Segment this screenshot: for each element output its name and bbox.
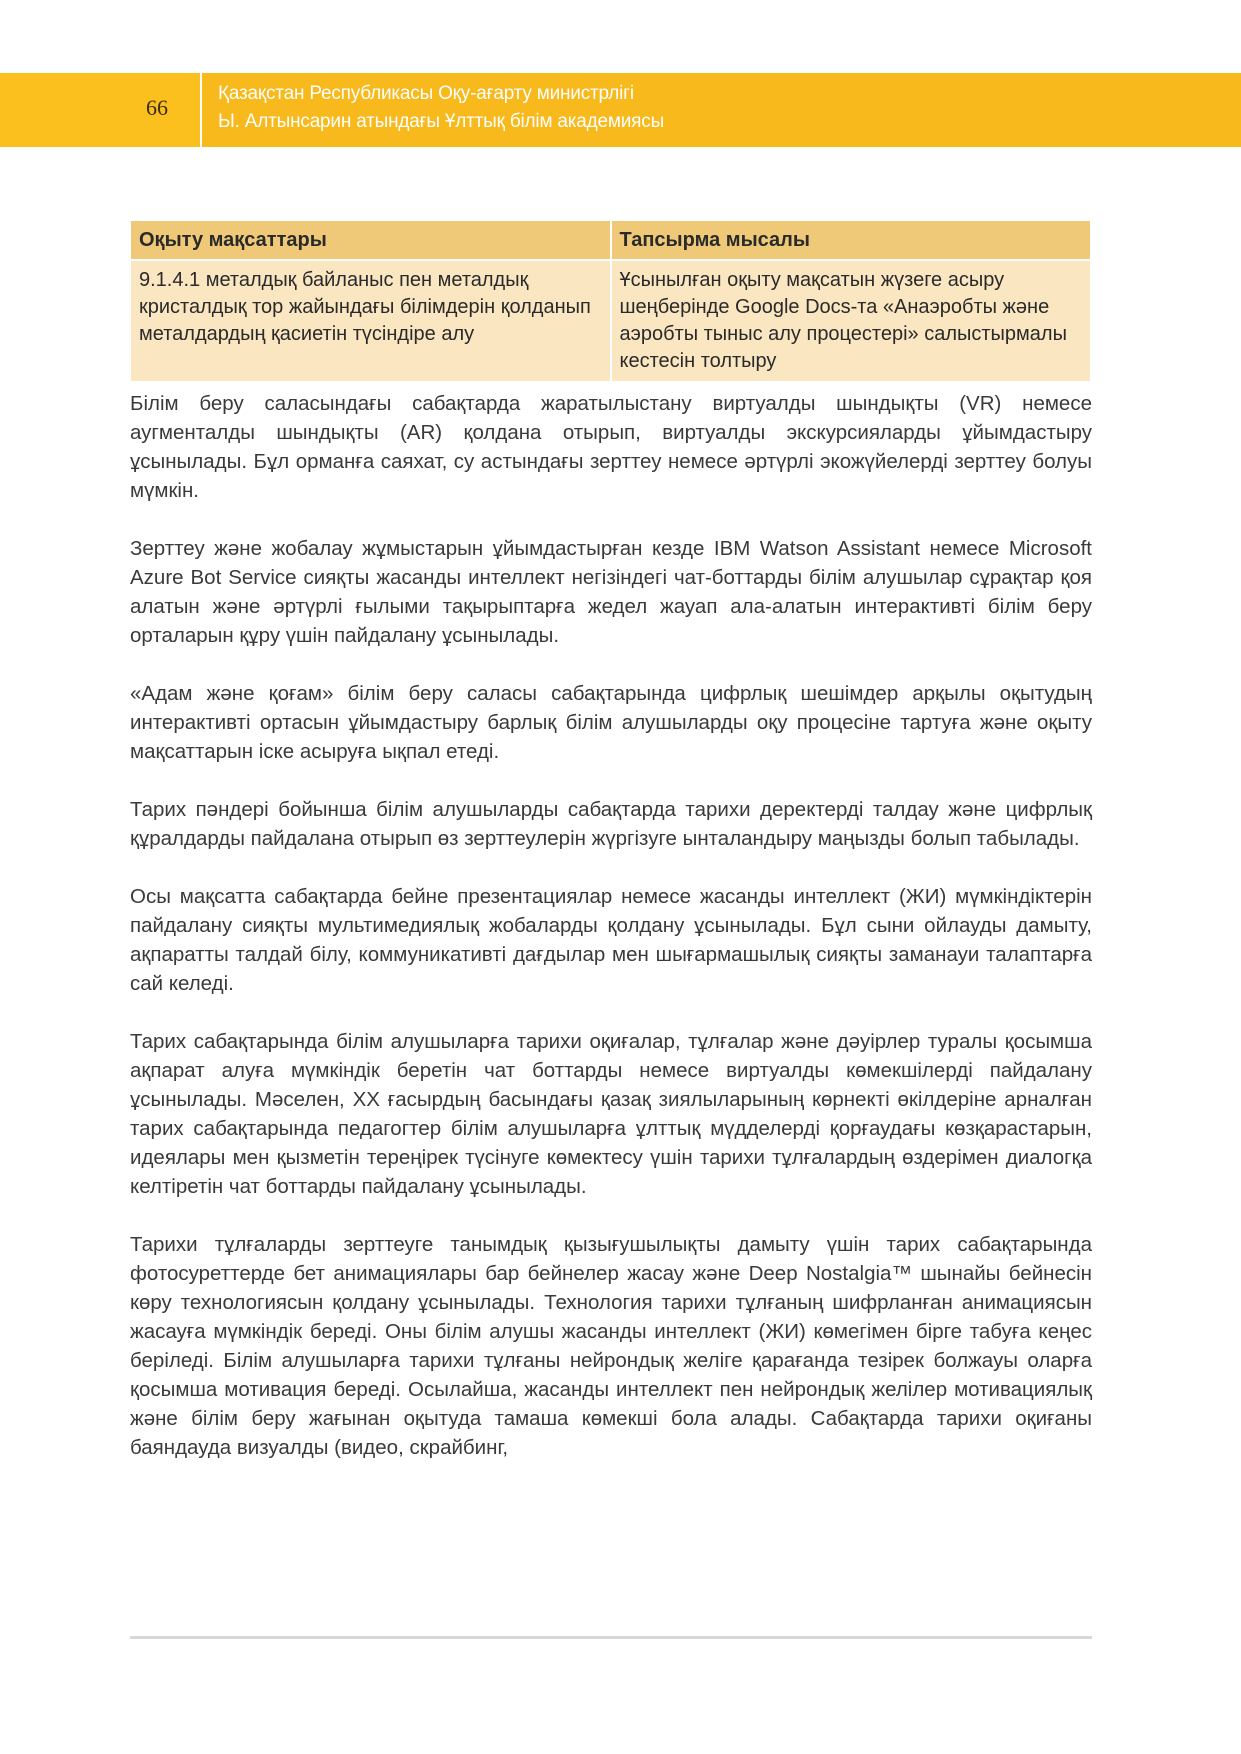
table-header-row: [131, 221, 1090, 259]
header-separator: [200, 73, 202, 147]
header-ministry: Қазақстан Республикасы Оқу-ағарту министрлігі: [218, 83, 634, 104]
paragraph: Тарих сабақтарында білім алушыларға тарихи оқиғалар, тұлғалар және дәуірлер туралы қосымша ақпарат алуға мүмкіндік беретін чат боттарды немесе виртуалды көмекшілерді пайдалану ұсынылады. Мәселен, ХХ ғасырдың басындағы қазақ зиялыларының көрнекті өкілдеріне арналған тарих сабақтарында педагогтер білім алушыларға ұлттық мүдделерді қорғаудағы көзқарастарын, идеялары мен қызметін тереңірек түсінуге көмектесу үшін тарихи тұлғалардың өздерімен диалогқа келтіретін чат боттарды пайдалану ұсынылады.: [130, 1030, 1092, 1198]
paragraph: «Адам және қоғам» білім беру саласы сабақтарында цифрлық шешімдер арқылы оқытудың интерактивті ортасын ұйымдастыру барлық білім алушыларды оқу процесіне тартуға және оқыту мақсаттарын іске асыруға ықпал етеді.: [130, 682, 1092, 763]
header-band: [0, 73, 1241, 147]
page-number: 66: [146, 95, 168, 120]
header-academy: Ы. Алтынсарин атындағы Ұлттық білім академиясы: [218, 111, 665, 132]
table-row: [131, 261, 1090, 381]
goal-cell: 9.1.4.1 металдық байланыс пен металдық кристалдық тор жайындағы білімдерін қолданып металдардың қасиетін түсіндіре алу: [131, 261, 610, 381]
learning-goals-table: [129, 219, 1092, 383]
task-cell: Ұсынылған оқыту мақсатын жүзеге асыру шеңберінде Google Docs-та «Анаэробты және аэробты тыныс алу процестері» салыстырмалы кестесін толтыру: [612, 261, 1091, 381]
col-header-goals: Оқыту мақсаттары: [131, 221, 610, 259]
paragraph: Зерттеу және жобалау жұмыстарын ұйымдастырған кезде IBM Watson Assistant немесе Microsoft Azure Bot Service сияқты жасанды интеллект негізіндегі чат-боттарды білім алушылар сұрақтар қоя алатын және әртүрлі ғылыми тақырыптарға жедел жауап ала-алатын интерактивті білім беру орталарын құру үшін пайдалану ұсынылады.: [130, 537, 1092, 647]
paragraph: Тарихи тұлғаларды зерттеуге танымдық қызығушылықты дамыту үшін тарих сабақтарында фотосуреттерде бет анимациялары бар бейнелер жасау және Deep Nostalgia™ шынайы бейнесін көру технологиясын қолдану ұсынылады. Технология тарихи тұлғаның шифрланған анимациясын жасауға мүмкіндік береді. Оны білім алушы жасанды интеллект (ЖИ) көмегімен бірге табуға кеңес беріледі. Білім алушыларға тарихи тұлғаны нейрондық желіге қарағанда тезірек болжауы оларға қосымша мотивация береді. Осылайша, жасанды интеллект пен нейрондық желілер мотивациялық және білім беру жағынан оқытуда тамаша көмекші бола алады. Сабақтарда тарихи оқиғаны баяндауда визуалды (видео, скрайбинг,: [130, 1233, 1092, 1459]
col-header-task: Тапсырма мысалы: [612, 221, 1091, 259]
paragraph: Осы мақсатта сабақтарда бейне презентациялар немесе жасанды интеллект (ЖИ) мүмкіндіктерін пайдалану сияқты мультимедиялық жобаларды қолдану ұсынылады. Бұл сыни ойлауды дамыту, ақпаратты талдай білу, коммуникативті дағдылар мен шығармашылық сияқты заманауи талаптарға сай келеді.: [130, 885, 1092, 995]
paragraph: Тарих пәндері бойынша білім алушыларды сабақтарда тарихи деректерді талдау және цифрлық құралдарды пайдалана отырып өз зерттеулерін жүргізуге ынталандыру маңызды болып табылады.: [130, 798, 1092, 850]
footer-rule: [130, 1636, 1092, 1639]
paragraph: Білім беру саласындағы сабақтарда жаратылыстану виртуалды шындықты (VR) немесе аугменталды шындықты (AR) қолдана отырып, виртуалды экскурсияларды ұйымдастыру ұсынылады. Бұл орманға саяхат, су астындағы зерттеу немесе әртүрлі экожүйелерді зерттеу болуы мүмкін.: [130, 392, 1092, 502]
page-number-box: [0, 73, 200, 147]
body-text: [130, 389, 1092, 1491]
